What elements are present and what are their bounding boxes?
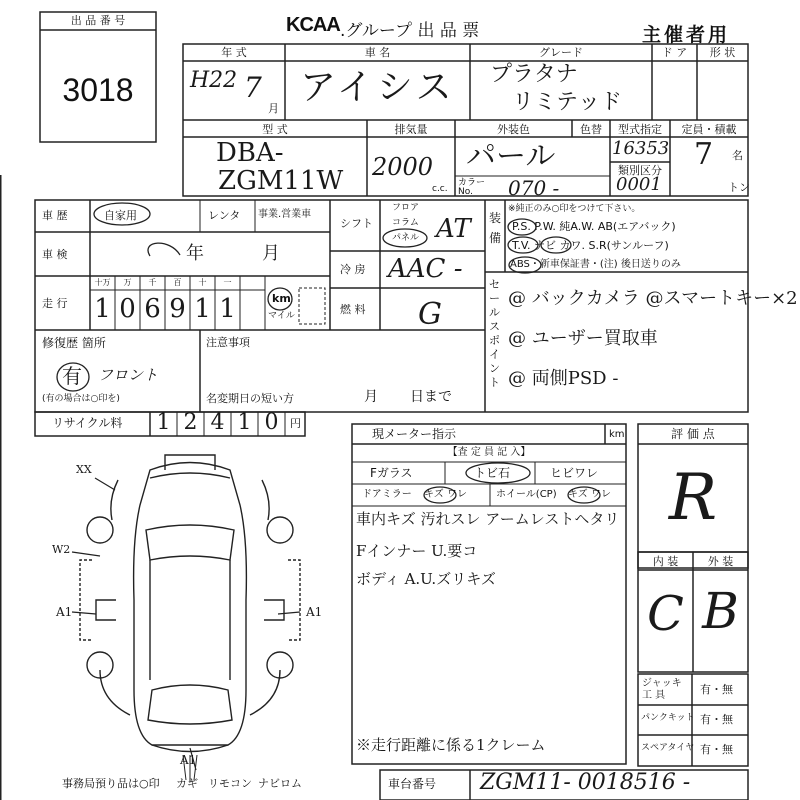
door-label: ド ア xyxy=(661,46,688,59)
inspector-label: 【査 定 員 記 入】 xyxy=(447,447,531,458)
meter-label: 現メーター指示 xyxy=(372,427,457,441)
shift-label: シフト xyxy=(340,217,373,230)
history-private: 自家用 xyxy=(104,209,137,222)
sales-point-label: セールスポイント xyxy=(489,278,500,389)
car-diagram xyxy=(80,455,300,782)
sales-point-line1: @ バックカメラ @スマートキー×2 xyxy=(508,288,798,309)
color-value: パール xyxy=(466,139,556,174)
year-value: H22 xyxy=(190,68,238,93)
displacement-label: 排気量 xyxy=(394,123,428,136)
sales-point-line3: @ 両側PSD - xyxy=(508,368,619,389)
exterior-color-label: 外装色 xyxy=(497,123,530,136)
chassis-label: 車台番号 xyxy=(388,777,437,791)
fuel-label: 燃 料 xyxy=(340,303,366,316)
fuel-value: G xyxy=(418,297,442,332)
recycle-digit: 4 xyxy=(210,410,225,435)
puncture-yesno: 有・無 xyxy=(700,713,733,726)
color-change-label: 色替 xyxy=(580,123,602,136)
mileage-digit: 1 xyxy=(94,294,111,324)
capacity-value: 7 xyxy=(694,137,714,172)
year-label: 年 式 xyxy=(221,46,247,59)
lot-number: 3018 xyxy=(62,72,134,108)
crack-label: ヒビワレ xyxy=(550,466,599,480)
repair-note: (有の場合は○印を) xyxy=(42,394,120,404)
shift-value: AT xyxy=(436,214,471,244)
color-no-label: カラー No. xyxy=(458,178,486,197)
classification-value: 0001 xyxy=(616,174,662,195)
f-glass-label: Fガラス xyxy=(370,466,413,480)
type-value-1: DBA- xyxy=(216,138,284,168)
cc-unit: c.c. xyxy=(432,184,448,194)
exterior-grade: B xyxy=(702,582,739,640)
person-unit: 名 xyxy=(732,149,743,162)
classification-label: 類別区分 xyxy=(618,164,662,177)
history-label: 車 歴 xyxy=(42,209,68,222)
grade-value-2: リミテッド xyxy=(512,90,623,115)
puncture-label: パンクキット xyxy=(641,713,695,723)
navi-label: ナビロム xyxy=(258,777,302,790)
equipment-note: ※純正のみ○印をつけて下さい。 xyxy=(508,204,641,214)
mile-label: マイル xyxy=(268,311,295,321)
chassis-value: ZGM11- 0018516 - xyxy=(480,770,691,795)
meter-unit: km xyxy=(609,429,625,440)
digit-label: 百 xyxy=(173,278,182,287)
shift-column: コラム xyxy=(392,218,419,228)
type-label: 型 式 xyxy=(262,123,288,136)
jack-yesno: 有・無 xyxy=(700,683,733,696)
caution-day: 日まで xyxy=(410,389,452,405)
caution-month: 月 xyxy=(364,389,378,405)
damage-mark-xx: XX xyxy=(76,463,92,476)
ton-unit: トン xyxy=(728,181,750,194)
spare-label: スペアタイヤ xyxy=(641,743,695,753)
damage-mark-a1-right: A1 xyxy=(306,605,323,619)
jack-label: ジャッキ 工 具 xyxy=(642,678,682,701)
shift-floor: フロア xyxy=(392,203,420,213)
key-label: カギ xyxy=(176,777,198,790)
repair-location: フロント xyxy=(98,366,159,384)
grade-label: グレード xyxy=(539,46,583,59)
remote-label: リモコン xyxy=(208,777,252,790)
exterior-label: 外 装 xyxy=(707,555,734,568)
mileage-digit: 0 xyxy=(119,294,136,324)
mirror-value: キズ ワレ xyxy=(424,489,467,500)
chip-label: トビ石 xyxy=(474,466,511,480)
digit-label: 千 xyxy=(148,278,157,287)
month-unit: 月 xyxy=(268,102,279,115)
aircon-label: 冷 房 xyxy=(340,263,366,276)
displacement-value: 2000 xyxy=(372,153,434,181)
recycle-label: リサイクル料 xyxy=(52,416,123,430)
recycle-digit: 1 xyxy=(237,410,252,435)
grade-label: 評 価 点 xyxy=(671,427,715,441)
wheel-label: ホイール(CP) xyxy=(496,489,557,500)
repair-mark: 有 xyxy=(62,364,82,388)
mileage-digit: 9 xyxy=(169,294,186,324)
damage-mark-w2: W2 xyxy=(52,543,71,556)
type-designation-label: 型式指定 xyxy=(618,123,662,136)
inspection-label: 車 検 xyxy=(42,248,68,261)
grade-score: R xyxy=(668,461,718,535)
short-period-label: 名変期日の短い方 xyxy=(206,392,294,405)
grade-value-1: プラタナ xyxy=(490,62,578,87)
equipment-line3: ABS・新車保証書・(注) 後日送りのみ xyxy=(510,259,681,270)
capacity-label: 定員・積載 xyxy=(681,123,737,136)
history-rental: レンタ xyxy=(208,209,241,222)
equipment-line2: T.V. ナビ カワ. S.R(サンルーフ) xyxy=(512,239,669,252)
inspector-note3: ボディ A.U.ズリキズ xyxy=(356,570,496,588)
damage-mark-a1-left: A1 xyxy=(56,605,73,619)
lot-label: 出 品 番 号 xyxy=(70,14,126,27)
digit-label: 十 xyxy=(198,278,207,287)
form-title: .グループ 出 品 票 xyxy=(340,21,480,41)
aircon-value: AAC - xyxy=(388,254,463,284)
equipment-line1: P.S. P.W. 純A.W. AB(エアバック) xyxy=(512,220,676,233)
damage-mark-a1-bottom: A1 xyxy=(180,753,197,767)
spare-yesno: 有・無 xyxy=(700,743,733,756)
usage-label: 主催者用 xyxy=(642,24,731,46)
digit-label: 十万 xyxy=(94,278,111,287)
shape-label: 形 状 xyxy=(709,46,736,59)
wheel-value: キズ ワレ xyxy=(568,489,611,500)
mirror-label: ドアミラー xyxy=(362,489,412,500)
car-name-value: アイシス xyxy=(300,67,456,108)
inspector-note1: 車内キズ 汚れスレ アームレストヘタリ xyxy=(356,510,620,528)
recycle-unit: 円 xyxy=(290,417,301,430)
caution-label: 注意事項 xyxy=(206,336,250,349)
history-business: 事業.営業車 xyxy=(258,209,312,220)
mileage-digit: 1 xyxy=(194,294,211,324)
type-value-2: ZGM11W xyxy=(218,166,344,196)
deposit-label: 事務局預り品は○印 xyxy=(62,777,160,790)
recycle-digit: 1 xyxy=(156,410,171,435)
month-value: 7 xyxy=(244,71,262,104)
inspector-note4: ※走行距離に係る1クレーム xyxy=(356,736,546,754)
mileage-digit: 1 xyxy=(219,294,236,324)
sales-point-line2: @ ユーザー買取車 xyxy=(508,328,658,349)
digit-label: 一 xyxy=(223,278,232,287)
km-label: km xyxy=(272,292,291,305)
equipment-label: 装備 xyxy=(489,211,502,245)
car-name-label: 車 名 xyxy=(364,46,391,59)
inspection-year-unit: 年 xyxy=(186,243,204,264)
shift-panel: パネル xyxy=(392,233,420,243)
recycle-digit: 0 xyxy=(264,410,279,435)
type-designation-value: 16353 xyxy=(612,138,670,159)
mileage-digit: 6 xyxy=(144,294,161,324)
mileage-label: 走 行 xyxy=(42,297,68,310)
brand-logo: KCAA xyxy=(286,14,340,36)
color-no-value: 070 - xyxy=(508,176,560,200)
repair-label: 修復歴 箇所 xyxy=(42,336,106,350)
inspection-month-unit: 月 xyxy=(262,243,280,264)
interior-grade: C xyxy=(647,586,684,642)
inspector-note2: Fインナー U.要コ xyxy=(356,542,478,560)
interior-label: 内 装 xyxy=(652,555,679,568)
digit-label: 万 xyxy=(123,278,132,287)
recycle-digit: 2 xyxy=(183,410,198,435)
